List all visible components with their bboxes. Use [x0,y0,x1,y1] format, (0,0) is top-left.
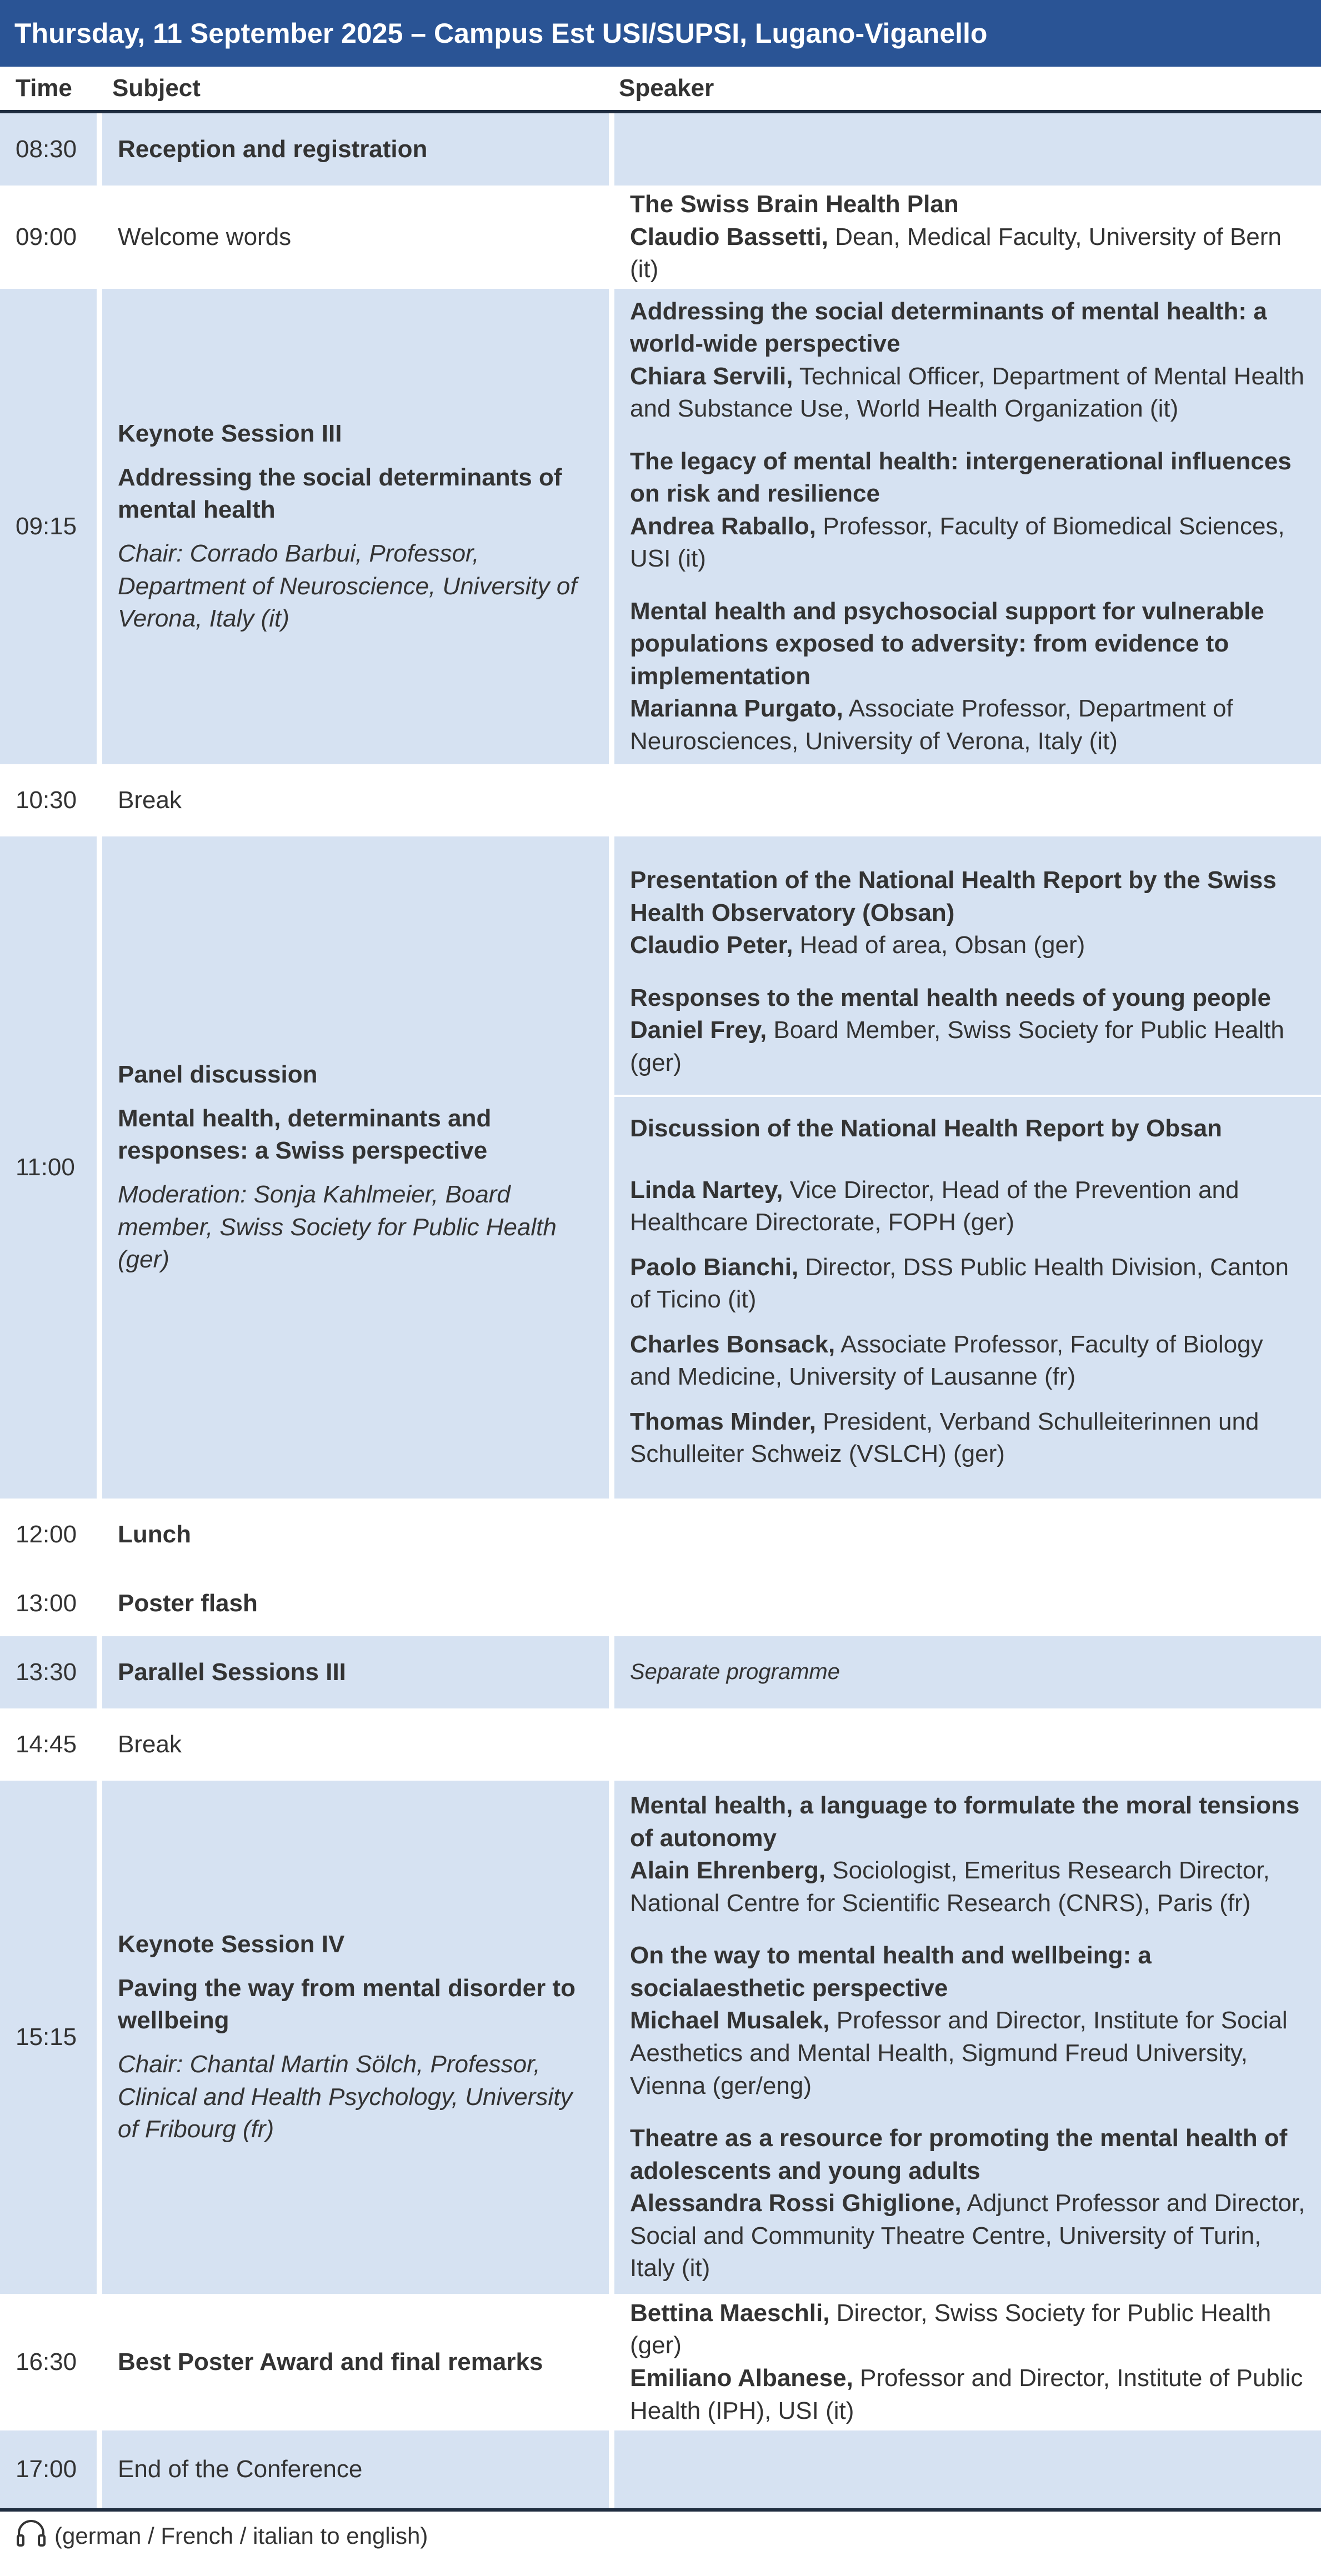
day-banner [0,0,1321,67]
table-row [0,289,1321,764]
speaker-line [630,1855,1310,1920]
subject-text: Break [118,786,182,814]
subject-text: Parallel Sessions III [118,1658,346,1686]
speaker-name: Michael Musalek, [630,2007,830,2034]
talk-item [630,2122,1310,2285]
talk-item [630,445,1310,575]
speaker-role: Sociologist, Emeritus Research Director, National Centre for Scientific Research (CNRS), Paris (fr) [630,1857,1270,1917]
row-speaker [609,2294,1321,2430]
session-name: Keynote Session IV [118,1931,345,1958]
column-subject: Subject [112,74,201,102]
row-time: 17:00 [16,2455,77,2483]
row-subject [97,1499,609,1571]
speaker-line [630,360,1310,425]
speaker-name: Chiara Servili, [630,362,793,390]
talk-item [630,1939,1310,2102]
row-subject [97,289,609,764]
row-speaker [609,1571,1321,1636]
row-speaker [609,1708,1321,1781]
panel-divider [614,1095,1321,1097]
column-header [0,67,1321,113]
row-speaker [609,186,1321,289]
row-subject [97,836,609,1499]
separate-programme-note: Separate programme [630,1660,840,1685]
subject-text: Reception and registration [118,135,428,163]
table-row [0,1499,1321,1571]
row-time: 09:15 [16,512,77,540]
talk-title: On the way to mental health and wellbeing: a socialaesthetic perspective [630,1942,1152,2002]
talk-item [630,1790,1310,1920]
speaker-role: Technical Officer, Department of Mental Health and Substance Use, World Health Organization (it) [630,362,1304,423]
column-time: Time [16,74,72,102]
speaker-role: Adjunct Professor and Director, Social and Community Theatre Centre, University of Turin, Italy (it) [630,2189,1305,2282]
speaker-name: Charles Bonsack, [630,1330,835,1358]
speaker-role: Associate Professor, Faculty of Biology and Medicine, University of Lausanne (fr) [630,1330,1263,1391]
row-speaker [609,289,1321,764]
row-time: 14:45 [16,1730,77,1758]
row-speaker [609,1781,1321,2294]
row-subject [97,186,609,289]
translation-note [0,2512,1321,2560]
speaker-role: Professor and Director, Institute of Public Health (IPH), USI (it) [630,2364,1303,2424]
row-time: 10:30 [16,786,77,814]
speaker-line [630,2362,1310,2427]
speaker-name: Claudio Peter, [630,931,793,959]
row-speaker [609,113,1321,186]
table-row [0,836,1321,1499]
speaker-name: Alessandra Rossi Ghiglione, [630,2189,962,2217]
row-subject [97,1636,609,1708]
speaker-line [630,2004,1310,2102]
talk-title: Mental health, a language to formulate the moral tensions of autonomy [630,1792,1300,1852]
subject-text: Break [118,1730,182,1758]
row-time: 12:00 [16,1520,77,1548]
row-subject [97,1781,609,2294]
row-subject [97,113,609,186]
table-row [0,1781,1321,2294]
speaker-name: Paolo Bianchi, [630,1253,799,1281]
row-speaker [609,2430,1321,2508]
row-time: 16:30 [16,2348,77,2375]
speaker-role: Professor, Faculty of Biomedical Sciences, USI (it) [630,512,1285,573]
speaker-name: Linda Nartey, [630,1176,783,1204]
speaker-role: Vice Director, Head of the Prevention and Healthcare Directorate, FOPH (ger) [630,1176,1239,1236]
talk-title: Mental health and psychosocial support for vulnerable populations exposed to adversity: from evidence to implementation [630,597,1264,690]
row-subject [97,2294,609,2430]
row-time: 13:00 [16,1589,77,1617]
translation-text: (german / French / italian to english) [54,2523,428,2549]
row-speaker [609,1636,1321,1708]
speaker-line [630,2187,1310,2285]
row-speaker [609,836,1321,1499]
row-subject [97,764,609,836]
subject-text: Poster flash [118,1589,258,1617]
talk-title: Theatre as a resource for promoting the mental health of adolescents and young adults [630,2124,1288,2184]
speaker-line [630,929,1310,962]
talk-item [630,982,1310,1080]
speaker-line [630,693,1310,758]
speaker-role: Associate Professor, Department of Neurosciences, University of Verona, Italy (it) [630,695,1233,755]
subject-text: Best Poster Award and final remarks [118,2348,543,2375]
speaker-role: President, Verband Schulleiterinnen und Schulleiter Schweiz (VSLCH) (ger) [630,1407,1259,1468]
table-row [0,2430,1321,2508]
talk-item [630,595,1310,758]
speaker-line [630,1329,1310,1394]
speaker-name: Andrea Raballo, [630,512,816,540]
session-subject: Addressing the social determinants of mental health [118,463,562,524]
speaker-role: Head of area, Obsan (ger) [793,931,1085,959]
speaker-line [630,510,1310,575]
speaker-name: Emiliano Albanese, [630,2364,853,2392]
speaker-name: Marianna Purgato, [630,695,843,723]
speaker-name: Bettina Maeschli, [630,2299,830,2327]
session-chair: Chair: Chantal Martin Sölch, Professor, Clinical and Health Psychology, University of Fribourg (fr) [118,2051,573,2143]
table-row [0,1708,1321,1781]
talk-title: The Swiss Brain Health Plan [630,191,959,218]
row-time: 13:30 [16,1658,77,1686]
column-speaker: Speaker [619,74,714,102]
talk-title: Addressing the social determinants of mental health: a world-wide perspective [630,297,1267,358]
row-speaker [609,764,1321,836]
talk-title: Responses to the mental health needs of young people [630,984,1271,1011]
row-time: 11:00 [16,1153,75,1181]
table-row [0,113,1321,186]
speaker-line [630,2297,1310,2362]
speaker-role: Board Member, Swiss Society for Public Health (ger) [630,1016,1284,1076]
table-row [0,1571,1321,1636]
row-subject [97,2430,609,2508]
speaker-role: Director, DSS Public Health Division, Canton of Ticino (it) [630,1253,1289,1314]
speaker-line [630,1406,1310,1471]
session-chair: Moderation: Sonja Kahlmeier, Board member, Swiss Society for Public Health (ger) [118,1181,557,1274]
subject-text: Welcome words [118,223,292,250]
speaker-name: Alain Ehrenberg, [630,1857,826,1885]
speaker-line [630,1174,1310,1239]
row-time: 09:00 [16,223,77,250]
row-subject [97,1571,609,1636]
table-row [0,764,1321,836]
talk-item [630,864,1310,962]
discussion-title: Discussion of the National Health Report by Obsan [630,1115,1222,1142]
table-row [0,1636,1321,1708]
speaker-line [630,1251,1310,1316]
speaker-line [630,221,1310,286]
speaker-name: Daniel Frey, [630,1016,767,1044]
subject-text: Lunch [118,1520,191,1548]
session-name: Panel discussion [118,1061,318,1089]
row-subject [97,1708,609,1781]
speaker-name: Thomas Minder, [630,1407,816,1435]
talk-title: The legacy of mental health: intergenerational influences on risk and resilience [630,447,1292,508]
row-time: 15:15 [16,2023,77,2051]
banner-title: Thursday, 11 September 2025 – Campus Est USI/SUPSI, Lugano-Viganello [14,18,988,49]
talk-item [630,295,1310,425]
table-row [0,186,1321,289]
subject-text: End of the Conference [118,2455,363,2483]
row-time: 08:30 [16,135,77,163]
table-row [0,2294,1321,2430]
speaker-line [630,1014,1310,1079]
headphones-icon [16,2519,54,2553]
session-subject: Mental health, determinants and responses: a Swiss perspective [118,1104,492,1165]
speaker-role: Director, Swiss Society for Public Health (ger) [630,2299,1272,2359]
speaker-name: Claudio Bassetti, [630,223,828,250]
speaker-role: Dean, Medical Faculty, University of Bern (it) [630,223,1282,283]
speaker-role: Professor and Director, Institute for Social Aesthetics and Mental Health, Sigmund Freud University, Vienna (ger/eng) [630,2007,1288,2099]
session-name: Keynote Session III [118,420,342,448]
talk-title: Presentation of the National Health Report by the Swiss Health Observatory (Obsan) [630,866,1277,926]
session-chair: Chair: Corrado Barbui, Professor, Department of Neuroscience, University of Verona, Italy (it) [118,540,577,633]
row-speaker [609,1499,1321,1571]
session-subject: Paving the way from mental disorder to wellbeing [118,1974,576,2034]
